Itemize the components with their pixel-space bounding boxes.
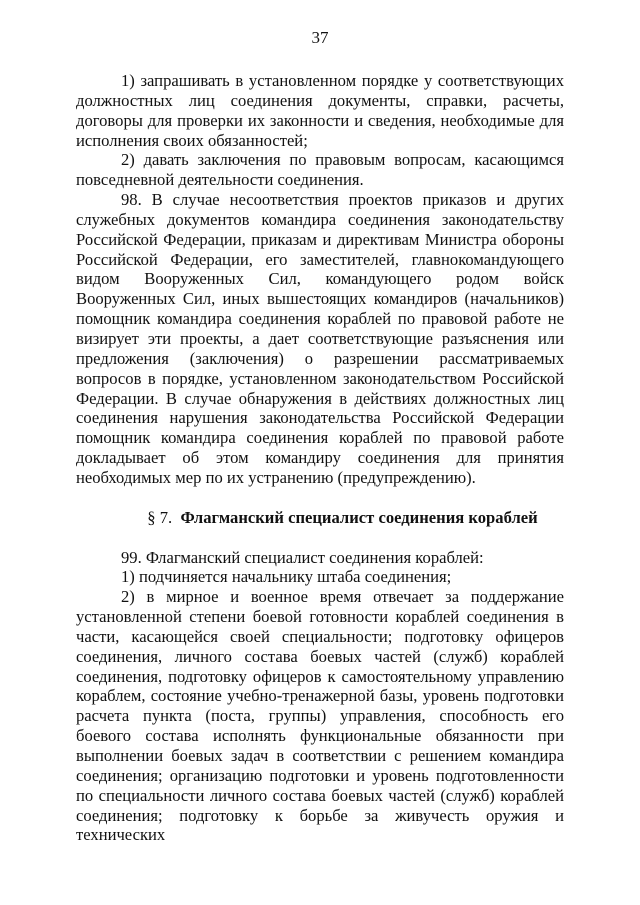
paragraph-99-item-2: 2) в мирное и военное время отвечает за поддержание установленной степени боевой готовности кораблей соединения в части, касающейся своей специальности; подготовку офицеров соединения, личного состава боевых частей (служб) кораблей соединения, подготовку офицеров к самостоятельному управлению кораблем, состояние учебно-тренажерной базы, уровень подготовки расчета пункта (поста, группы) управления, способность его боевого состава исполнять функциональные обязанности при выполнении боевых задач в соответствии с решением командира соединения; организацию подготовки и уровень подготовленности по специальности личного состава боевых частей (служб) кораблей соединения; подготовку к борьбе за живучесть оружия и технических [76,587,564,845]
section-title: Флагманский специалист соединения кораблей [180,507,538,527]
paragraph-99-item-1: 1) подчиняется начальнику штаба соединения; [121,567,452,587]
section-heading [76,488,564,548]
paragraph-item-2: 2) давать заключения по правовым вопросам, касающимся повседневной деятельности соединения. [76,150,564,190]
paragraph-98: 98. В случае несоответствия проектов приказов и других служебных документов командира соединения законодательству Российской Федерации, приказам и директивам Министра обороны Российской Федерации, его заместителей, главнокомандующего видом Вооруженных Сил, командующего родом войск Вооруженных Сил, иных вышестоящих командиров (начальников) помощник командира соединения кораблей по правовой работе не визирует эти проекты, а дает соответствующие разъяснения или предложения (заключения) о разрешении рассматриваемых вопросов в порядке, установленном законодательством Российской Федерации. В случае обнаружения в действиях должностных лиц соединения нарушения законодательства Российской Федерации помощник командира соединения кораблей по правовой работе докладывает об этом командиру соединения для принятия необходимых мер по их устранению (предупреждению). [76,190,564,487]
page-number: 37 [311,28,329,47]
paragraph-99: 99. Флагманский специалист соединения кораблей: [121,547,484,567]
paragraph-item-1: 1) запрашивать в установленном порядке у соответствующих должностных лиц соединения документы, справки, расчеты, договоры для проверки их законности и сведения, необходимые для исполнения своих обязанностей; [76,71,564,150]
document-body [76,71,564,845]
section-mark: § 7. [147,507,173,527]
